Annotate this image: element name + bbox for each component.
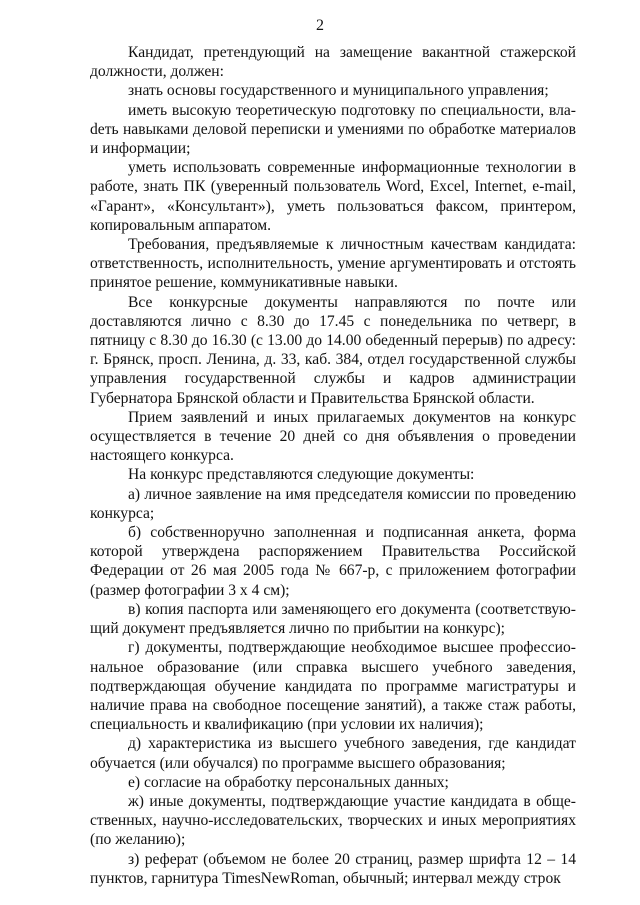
list-item-z: з) реферат (объемом не более 20 страниц, размер шрифта 12 – 14 пунктов, гарнитура TimesNewRoman, обычный; интервал между строк xyxy=(90,850,576,887)
paragraph-it-skills: уметь использовать современные информационные технологии в работе, знать ПК (уверенный пользователь Word, Excel, Internet, e-mail, «Гарант», «Консультант»), уметь пользоваться факсом, принтером, копировальным аппаратом. xyxy=(90,159,576,234)
document-body xyxy=(90,43,576,888)
paragraph-documents-list-intro: На конкурс представляются следующие документы: xyxy=(128,466,475,484)
paragraph-document-submission: Все конкурсные документы направляются по почте или доставляются лично с 8.30 до 17.45 с понедельника по четверг, в пятницу с 8.30 до 16.30 (с 13.00 до 14.00 обеденный перерыв) по адресу: г. Брянск, просп. Ленина, д. 33, каб. 384, отдел государственной службы управления государственной службы и кадров администрации Губернатора Брянской области и Правительства Брянской области. xyxy=(90,293,576,407)
list-item-b: б) собственноручно заполненная и подписанная анкета, форма которой утверждена распоряжением Правительства Российской Федерации от 26 мая 2005 года № 667-р, с приложением фотографии (размер фотографии 3 х 4 см); xyxy=(90,524,576,599)
list-item-d: д) характеристика из высшего учебного заведения, где кандидат обучается (или обучался) по программе высшего образования; xyxy=(90,735,576,772)
list-item-a: а) личное заявление на имя председателя комиссии по проведению конкурса; xyxy=(90,485,576,522)
list-item-e: е) согласие на обработку персональных данных; xyxy=(128,773,449,791)
paragraph-know-basics: знать основы государственного и муниципального управления; xyxy=(128,82,549,100)
paragraph-theoretical-training: иметь высокую теоретическую подготовку по специальности, влаdеть навыками деловой переписки и умениями по обработке материалов и информации; xyxy=(90,101,576,158)
paragraph-acceptance-period: Прием заявлений и иных прилагаемых документов на конкурс осуществляется в течение 20 дней со дня объявления о проведении настоящего конкурса. xyxy=(90,408,576,465)
list-item-g: г) документы, подтверждающие необходимое высшее профессиональное образование (или справка высшего учебного заведения, подтверждающая обучение кандидата по программе магистратуры и наличие права на свободное посещение занятий), а также стаж работы, специальность и квалификацию (при условии их наличия); xyxy=(90,639,576,734)
page-number: 2 xyxy=(316,17,324,34)
paragraph-candidate-requirements-intro: Кандидат, претендующий на замещение вакантной стажерской должности, должен: xyxy=(90,44,576,81)
paragraph-personal-qualities: Требования, предъявляемые к личностным качествам кандидата: ответственность, исполнительность, умение аргументировать и отстоять принятое решение, коммуникативные навыки. xyxy=(90,236,576,292)
list-item-zh: ж) иные документы, подтверждающие участие кандидата в общественных, научно-исследовательских, творческих и иных мероприятиях (по желанию); xyxy=(90,792,576,849)
list-item-v: в) копия паспорта или заменяющего его документа (соответствующий документ предъявляется лично по прибытии на конкурс); xyxy=(90,600,576,638)
